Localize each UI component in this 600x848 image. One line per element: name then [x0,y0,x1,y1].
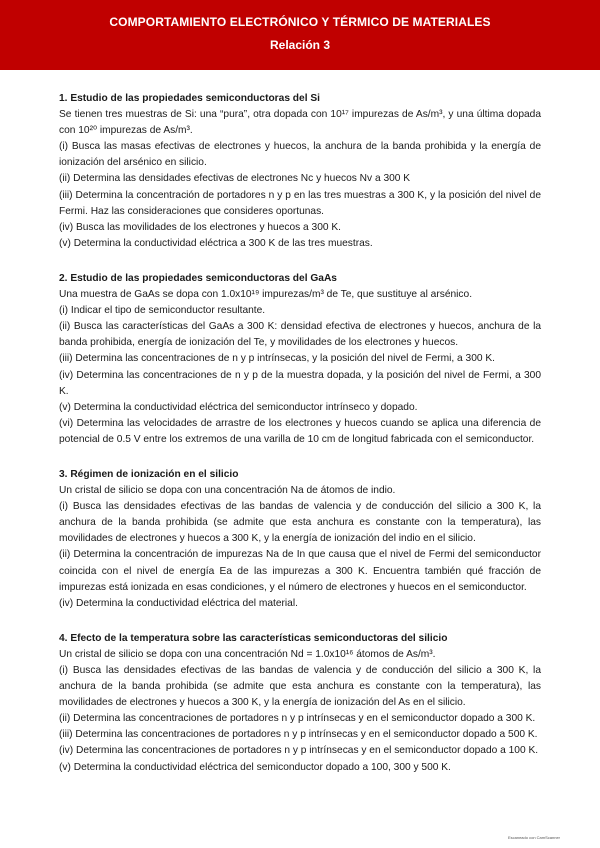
paragraph: (v) Determina la conductividad eléctrica del semiconductor intrínseco y dopado. [59,401,418,413]
document-subtitle: Relación 3 [269,38,331,52]
paragraph: Un cristal de silicio se dopa con una concentración Na de átomos de indio. [59,485,396,497]
section-ionization-regime [59,467,541,612]
paragraph: (v) Determina la conductividad eléctrica del semiconductor dopado a 100, 300 y 500 K. [59,761,451,773]
paragraph: (v) Determina la conductividad eléctrica a 300 K de las tres muestras. [59,237,373,249]
paragraph: (iv) Busca las movilidades de los electrones y huecos a 300 K. [59,221,341,233]
paragraph: (ii) Determina la concentración de impurezas Na de In que causa que el nivel de Fermi del semiconductor coincida con el nivel de energía Ea de las impurezas a 300 K. Encuentra también qué fracción de impurezas está ionizada en esas condiciones, y el número de electrones y huecos en el semiconductor. [59,549,541,593]
section-heading: 1. Estudio de las propiedades semiconductoras del Si [59,93,320,104]
paragraph: (vi) Determina las velocidades de arrastre de los electrones y huecos cuando se aplica una diferencia de potencial de 0.5 V entre los extremos de una varilla de 10 cm de longitud fabricada con el semiconductor. [59,417,541,445]
paragraph: (iv) Determina la conductividad eléctrica del material. [59,597,298,609]
paragraph: Se tienen tres muestras de Si: una “pura”, otra dopada con 10¹⁷ impurezas de As/m³, y una última dopada con 10²⁰ impurezas de As/m³. [59,109,541,137]
paragraph: (iii) Determina las concentraciones de n y p intrínsecas, y la posición del nivel de Fermi, a 300 K. [59,353,496,365]
section-heading: 3. Régimen de ionización en el silicio [59,468,239,480]
paragraph: (ii) Determina las concentraciones de portadores n y p intrínsecas y en el semiconductor dopado a 300 K. [59,713,536,725]
paragraph: Una muestra de GaAs se dopa con 1.0x10¹⁹ impurezas/m³ de Te, que sustituye al arsénico. [59,289,473,301]
paragraph: Un cristal de silicio se dopa con una concentración Nd = 1.0x10¹⁶ átomos de As/m³. [59,648,436,660]
paragraph: (iii) Determina la concentración de portadores n y p en las tres muestras a 300 K, y la posición del nivel de Fermi. Haz las consideraciones que consideres oportunas. [59,189,541,217]
paragraph: (iv) Determina las concentraciones de n y p de la muestra dopada, y la posición del nivel de Fermi, a 300 K. [59,369,541,397]
section-heading: 4. Efecto de la temperatura sobre las características semiconductoras del silicio [59,632,448,644]
paragraph: (i) Busca las masas efectivas de electrones y huecos, la anchura de la banda prohibida y la energía de ionización del arsénico en silicio. [59,141,541,169]
document-title: COMPORTAMIENTO ELECTRÓNICO Y TÉRMICO DE MATERIALES [109,15,491,29]
document-body [59,91,541,795]
paragraph: (ii) Busca las características del GaAs a 300 K: densidad efectiva de electrones y huecos, anchura de la banda prohibida, energía de ionización del Te, y movilidades de los electrones y huecos. [59,321,541,349]
section-gaas-properties [59,271,541,448]
paragraph: (iv) Determina las concentraciones de portadores n y p intrínsecas y en el semiconductor dopado a 100 K. [59,745,539,757]
section-heading: 2. Estudio de las propiedades semiconductoras del GaAs [59,272,337,284]
paragraph: (i) Busca las densidades efectivas de las bandas de valencia y de conducción del silicio a 300 K, la anchura de la banda prohibida (se admite que esta anchura es constante con la temperatura), las movilidades de electrones y huecos a 300 K, y la energía de ionización del As en el silicio. [59,665,541,709]
paragraph: (i) Busca las densidades efectivas de las bandas de valencia y de conducción del silicio a 300 K, la anchura de la banda prohibida (se admite que esta anchura es constante con la temperatura), las movilidades de electrones y huecos a 300 K, y la energía de ionización del indio en el silicio. [59,501,541,545]
section-temperature-effect [59,631,541,776]
paragraph: (iii) Determina las concentraciones de portadores n y p intrínsecas y en el semiconductor dopado a 500 K. [59,729,538,741]
scanner-watermark: Escaneado con CamScanner [507,835,560,840]
paragraph: (i) Indicar el tipo de semiconductor resultante. [59,305,266,317]
document-header [0,0,600,70]
paragraph: (ii) Determina las densidades efectivas de electrones Nc y huecos Nv a 300 K [59,173,411,185]
section-si-properties [59,91,541,252]
